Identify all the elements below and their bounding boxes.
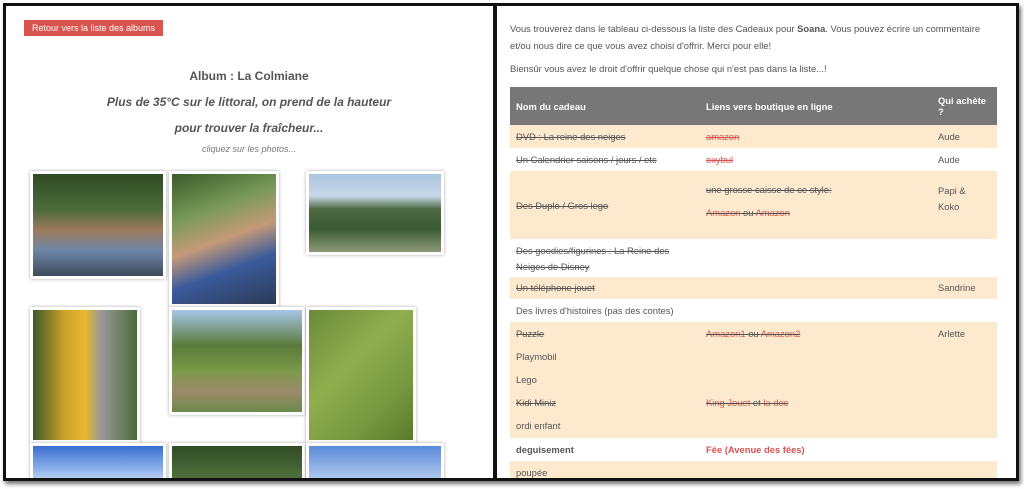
gift-name: DVD : La reine des neiges (516, 131, 626, 142)
gift-table (510, 87, 997, 478)
intro-note: Biensûr vous avez le droit d'offrir quelque chose qui n'est pas dans la liste...! (510, 63, 827, 74)
table-row (510, 148, 997, 171)
photo-thumbnail[interactable] (169, 171, 279, 307)
photo-thumbnail[interactable] (306, 443, 444, 478)
intro-prefix: Vous trouverez dans le tableau ci-dessous la liste des Cadeaux pour (510, 23, 798, 34)
column-header-links: Liens vers boutique en ligne (700, 87, 932, 125)
buyer-name: Sandrine (938, 282, 976, 293)
shop-link[interactable]: Amazon1 (706, 328, 746, 339)
table-row (510, 299, 997, 322)
album-subtitle-line2: pour trouver la fraîcheur... (174, 121, 324, 135)
table-row (510, 125, 997, 148)
shop-link[interactable]: amazon (706, 131, 740, 142)
column-header-gift: Nom du cadeau (510, 87, 700, 125)
photo-thumbnail[interactable] (169, 307, 305, 415)
shop-link[interactable]: Amazon (706, 207, 741, 218)
screenshot-frame (3, 3, 1019, 481)
child-name: Soana (797, 23, 826, 34)
buyer-name: Papi & (938, 185, 966, 196)
buyer-name: Arlette (938, 328, 966, 339)
photo-thumbnail[interactable] (169, 443, 305, 478)
gift-name: Des goodies/figurines : La Reine des (516, 245, 670, 256)
table-row (510, 277, 997, 299)
album-panel (6, 6, 492, 478)
table-header (510, 87, 997, 125)
shop-link[interactable]: la doc (763, 397, 789, 408)
buyer-name: Aude (938, 154, 960, 165)
gift-name: poupée (516, 467, 548, 478)
gift-name-cont: Neiges de Disney (516, 261, 590, 272)
link-separator: ou (745, 328, 761, 339)
photo-thumbnail[interactable] (306, 307, 416, 443)
shop-link[interactable]: Fée (Avenue des fées) (706, 444, 805, 455)
gift-name: Un Calendrier saisons / jours / etc (516, 154, 657, 165)
shop-link[interactable]: Amazon (755, 207, 790, 218)
gift-name: Des Duplo / Gros lego (516, 199, 609, 211)
shop-link[interactable]: oxybul (706, 154, 734, 165)
gift-item: Kidi Miniz (516, 397, 557, 408)
buyer-name-cont: Koko (938, 201, 960, 212)
table-row (510, 171, 997, 239)
gift-item: Lego (516, 374, 537, 385)
album-subtitle-line1: Plus de 35°C sur le littoral, on prend de la hauteur (106, 95, 392, 109)
album-hint: cliquez sur les photos... (201, 144, 297, 154)
gift-name: Des livres d'histoires (pas des contes) (516, 305, 674, 316)
intro-suffix: . Vous pouvez écrire un commentaire et/ou nous dire ce que vous avez choisi d'offrir. Merci pour elle! (510, 23, 981, 51)
gift-item: ordi enfant (516, 420, 561, 431)
table-row (510, 461, 997, 478)
intro-text (510, 20, 1002, 54)
gift-item: Playmobil (516, 351, 557, 362)
link-description: une grosse caisse de ce style: (706, 184, 832, 195)
gift-item: Puzzle (516, 328, 545, 339)
gift-name: Un téléphone jouet (516, 282, 595, 293)
shop-link[interactable]: Amazon2 (760, 328, 801, 339)
link-separator: ou (740, 207, 756, 218)
photo-thumbnail[interactable] (30, 307, 140, 443)
shop-link[interactable]: King Jouet (706, 397, 751, 408)
photo-thumbnail[interactable] (30, 171, 166, 279)
gift-name: deguisement (516, 444, 574, 455)
back-to-albums-button[interactable]: Retour vers la liste des albums (24, 20, 163, 36)
table-row (510, 322, 997, 438)
table-row (510, 239, 997, 277)
album-title: Album : La Colmiane (189, 69, 309, 83)
photo-thumbnail[interactable] (30, 443, 166, 478)
column-header-buyer: Qui achète ? (932, 87, 997, 125)
buyer-name: Aude (938, 131, 960, 142)
photo-thumbnail[interactable] (306, 171, 444, 255)
link-separator: et (750, 397, 764, 408)
table-row (510, 438, 997, 461)
gift-list-panel (497, 6, 1010, 478)
